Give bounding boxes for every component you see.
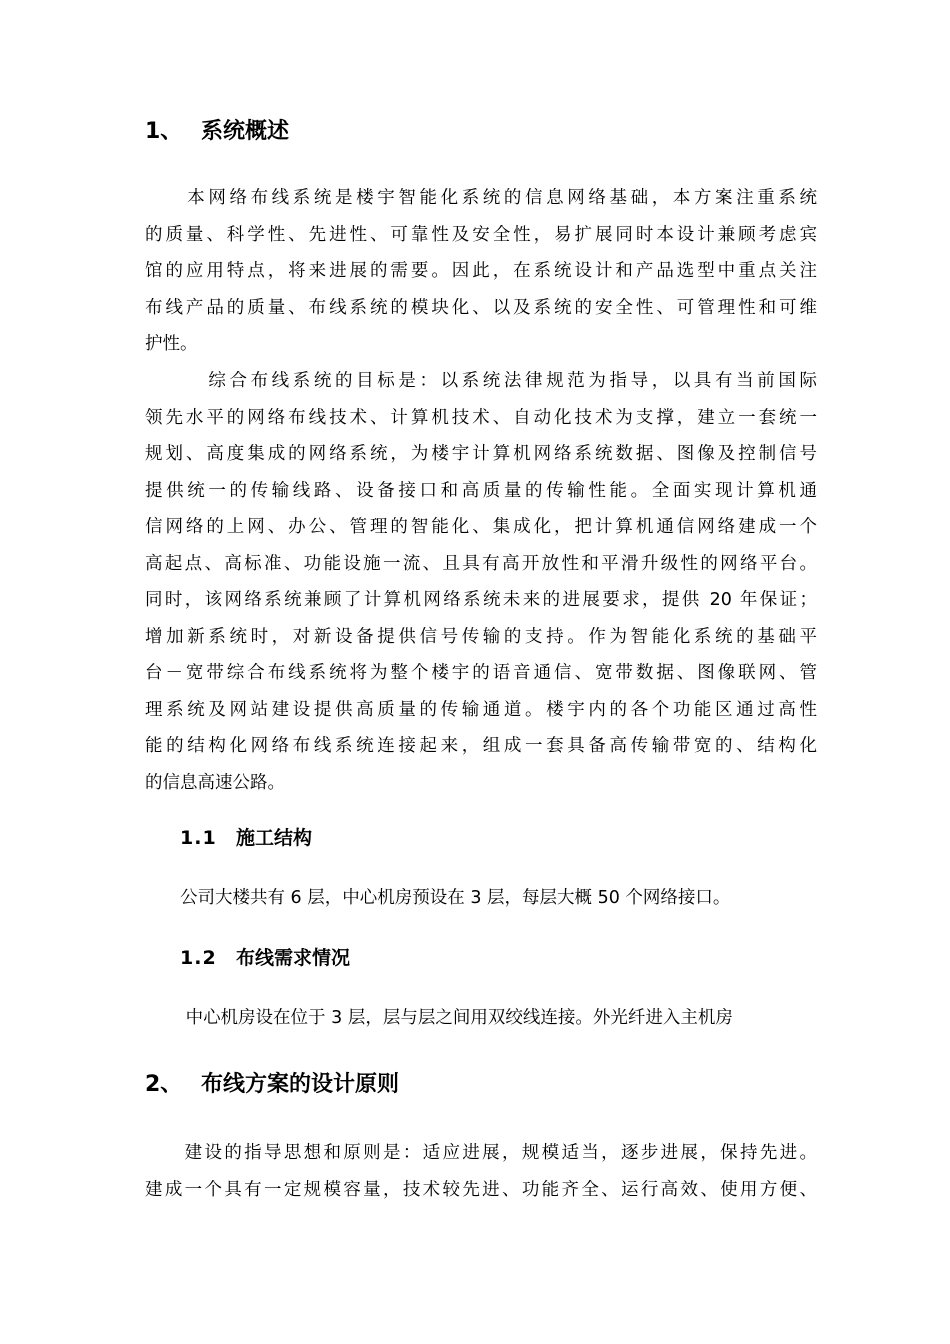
section-2-number: 2、 [145,1072,183,1097]
section-2-paragraph-1 [145,1135,817,1208]
text-line: 的质量、科学性、先进性、可靠性及安全性，易扩展同时本设计兼顾考虑宾 [145,224,817,245]
text-line: 中心机房设在位于 3 层，层与层之间用双绞线连接。外光纤进入主机房 [145,1008,733,1028]
text-line: 提供统一的传输线路、设备接口和高质量的传输性能。全面实现计算机通 [145,480,817,501]
section-1-number: 1、 [145,119,183,144]
section-2-title: 布线方案的设计原则 [201,1072,400,1097]
text-line: 高起点、高标准、功能设施一流、且具有高开放性和平滑升级性的网络平台。 [145,553,817,574]
text-line: 的信息高速公路。 [145,772,285,793]
text-line: 同时，该网络系统兼顾了计算机网络系统未来的进展要求，提供 20 年保证； [145,590,817,610]
text-line: 公司大楼共有 6 层，中心机房预设在 3 层，每层大概 50 个网络接口。 [145,888,731,908]
text-line: 护性。 [145,334,198,354]
text-line: 规划、高度集成的网络系统，为楼宇计算机网络系统数据、图像及控制信号 [145,444,817,464]
text-line: 理系统及网站建设提供高质量的传输通道。楼宇内的各个功能区通过高性 [145,699,817,720]
text-line: 能的结构化网络布线系统连接起来，组成一套具备高传输带宽的、结构化 [145,736,817,756]
text-line: 馆的应用特点，将来进展的需要。因此，在系统设计和产品选型中重点关注 [145,261,817,281]
section-1-1-paragraph [145,880,817,917]
section-1-1-number: 1.1 [180,827,217,849]
text-line: 建设的指导思想和原则是：适应进展，规模适当，逐步进展，保持先进。 [145,1143,817,1163]
text-line: 台－宽带综合布线系统将为整个楼宇的语音通信、宽带数据、图像联网、管 [145,663,817,683]
text-line: 综合布线系统的目标是：以系统法律规范为指导，以具有当前国际 [145,371,817,391]
section-1-2-heading [180,944,350,972]
section-1-2-paragraph [145,1000,817,1037]
section-1-heading [145,117,289,147]
section-2-heading [145,1070,399,1100]
text-line: 信网络的上网、办公、管理的智能化、集成化，把计算机通信网络建成一个 [145,517,817,537]
text-line: 建成一个具有一定规模容量，技术较先进、功能齐全、运行高效、使用方便、 [145,1179,817,1200]
section-1-1-heading [180,824,312,852]
section-1-paragraph-1 [145,180,817,363]
text-line: 布线产品的质量、布线系统的模块化、以及系统的安全性、可管理性和可维 [145,297,817,318]
text-line: 增加新系统时，对新设备提供信号传输的支持。作为智能化系统的基础平 [145,626,817,647]
text-line: 本网络布线系统是楼宇智能化系统的信息网络基础，本方案注重系统 [145,188,817,208]
section-1-2-number: 1.2 [180,947,217,969]
section-1-title: 系统概述 [201,119,290,144]
section-1-2-title: 布线需求情况 [236,947,351,969]
text-line: 领先水平的网络布线技术、计算机技术、自动化技术为支撑，建立一套统一 [145,407,817,428]
section-1-1-title: 施工结构 [236,827,313,849]
section-1-paragraph-2 [145,363,817,801]
